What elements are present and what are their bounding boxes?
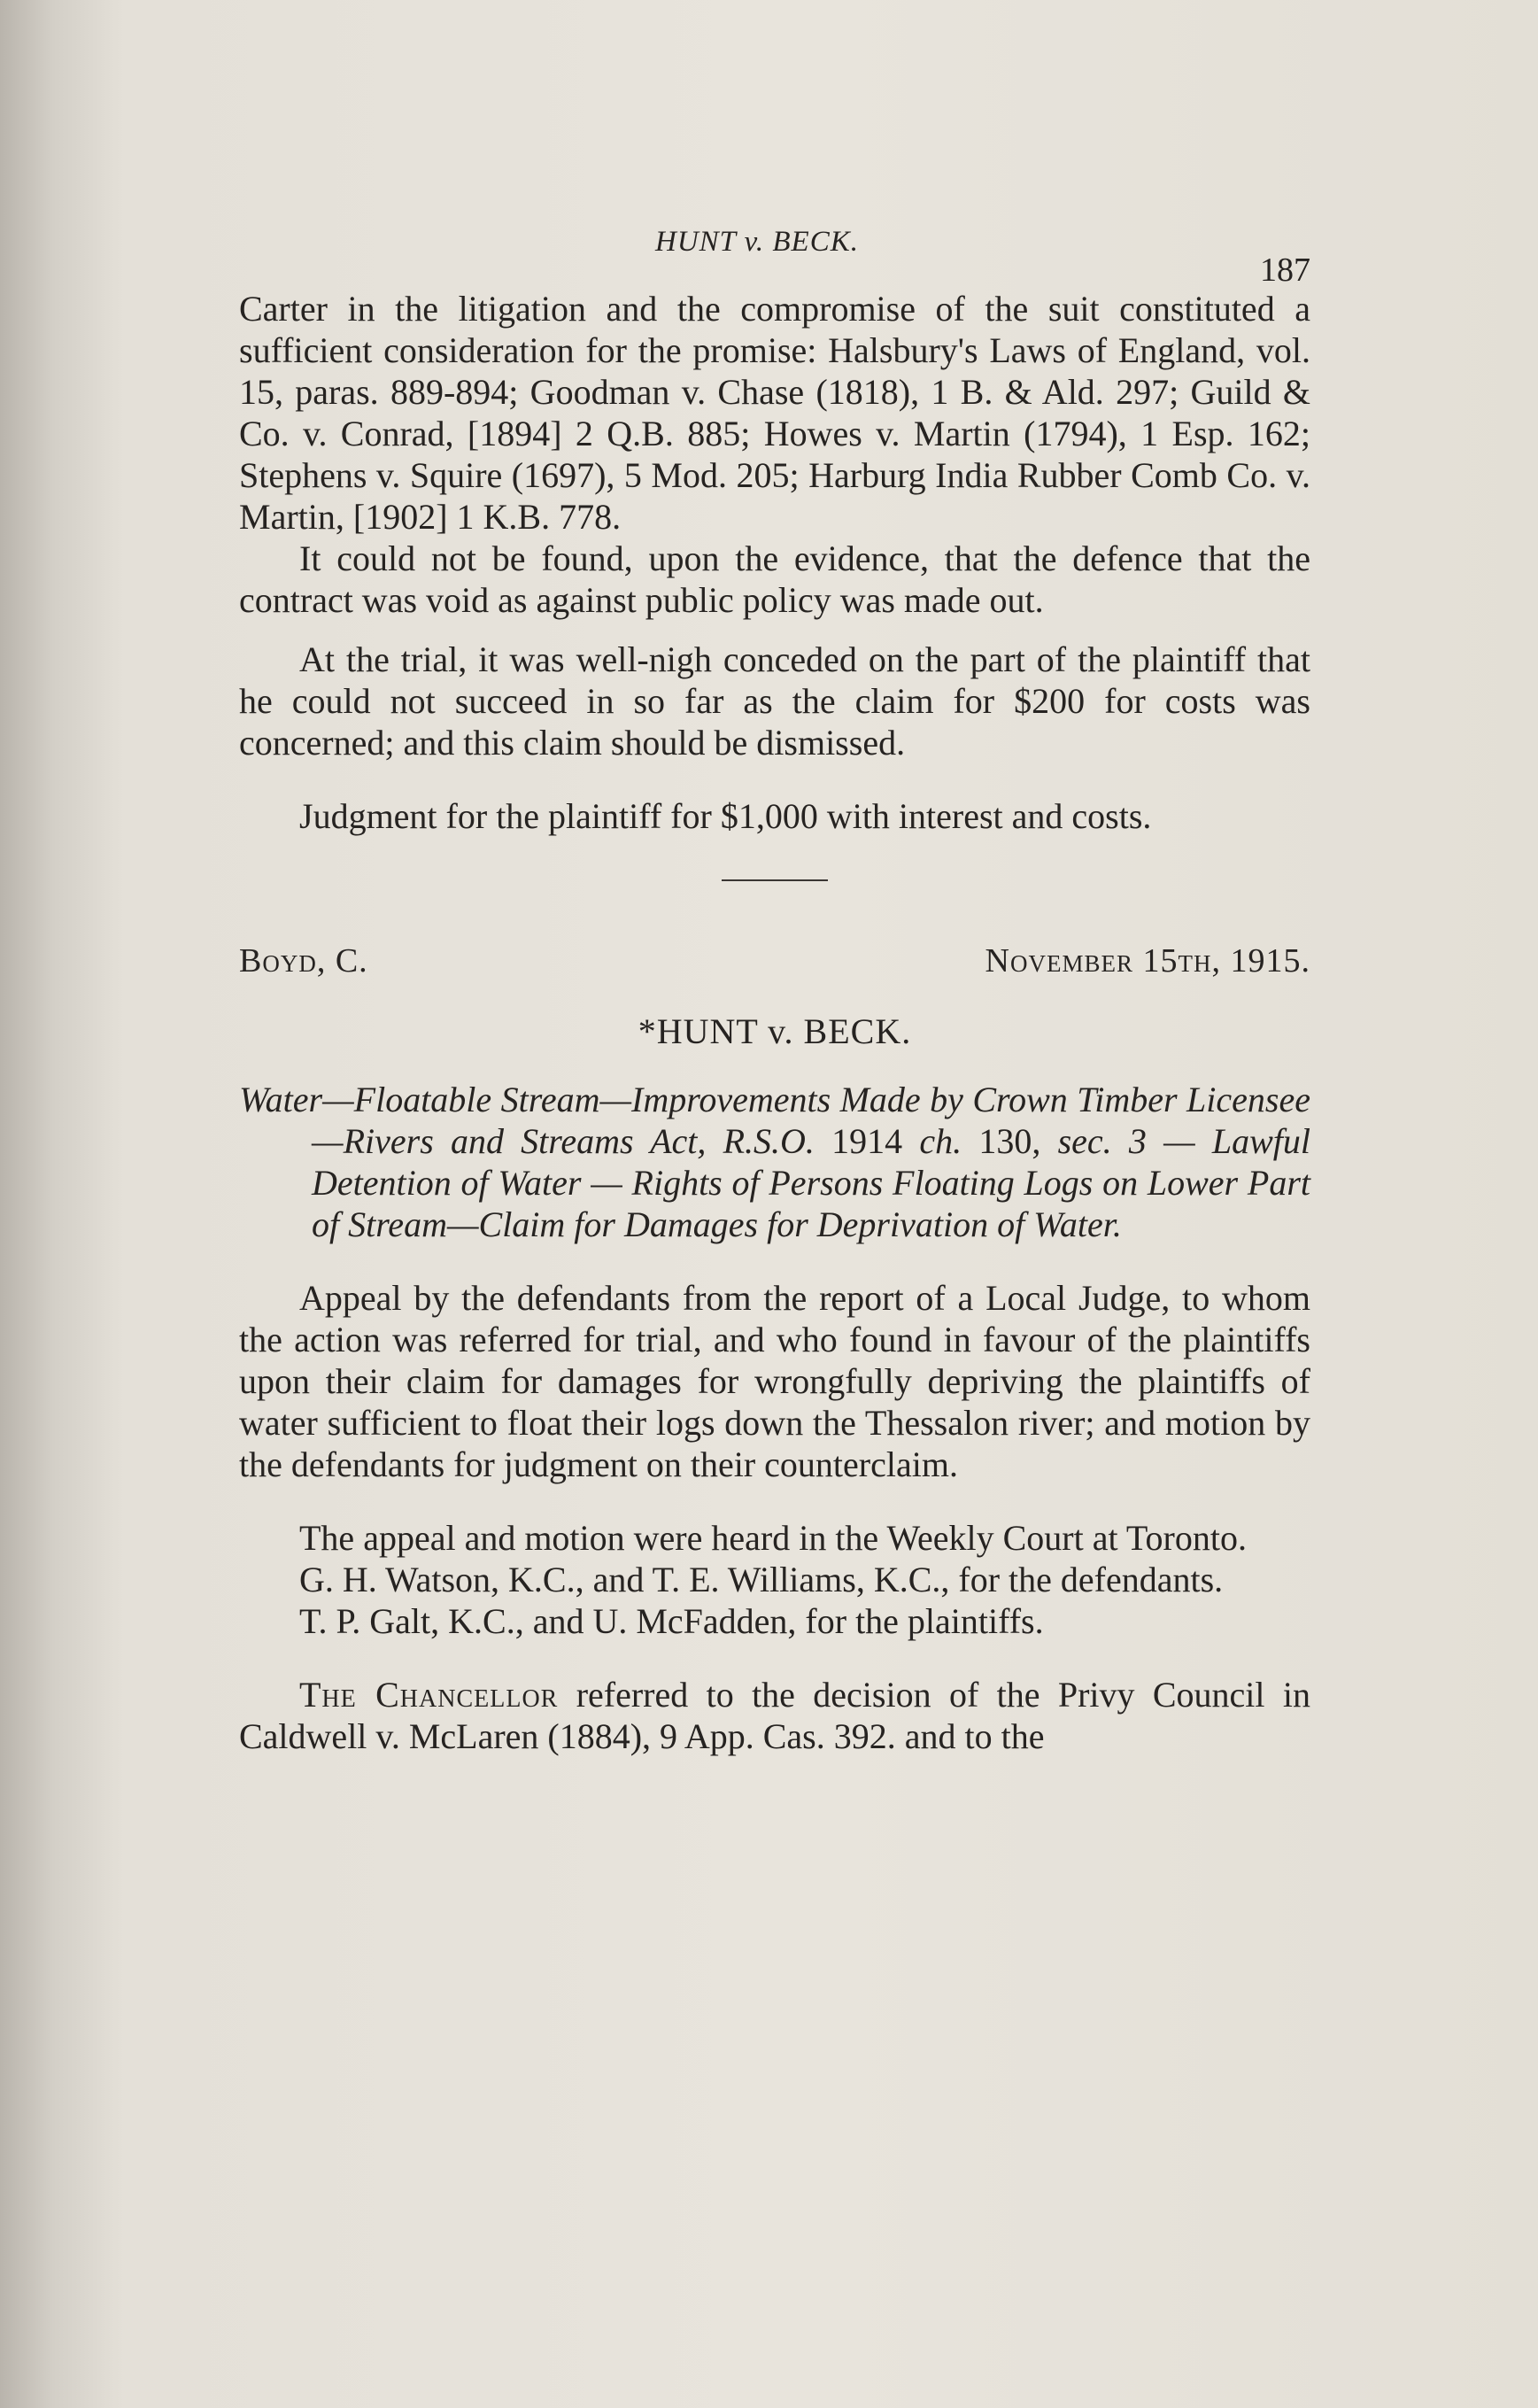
headnote-part-b: 1914 xyxy=(814,1121,920,1161)
headnote-part-c: ch. xyxy=(919,1121,962,1161)
paragraph-chancellor xyxy=(239,1674,1310,1757)
page-header xyxy=(239,226,1310,288)
chancellor-text: referred to the decision of the Privy Council in Caldwell v. McLaren (1884), 9 App. Cas. 392. and to the xyxy=(239,1675,1311,1756)
page-content xyxy=(239,226,1310,1757)
paragraph-public-policy: It could not be found, upon the evidence, that the defence that the contract was void as against public policy was made out. xyxy=(239,538,1310,620)
paragraph-counsel-plaintiffs: T. P. Galt, K.C., and U. McFadden, for the plaintiffs. xyxy=(299,1601,1044,1641)
headnote-part-e: sec. 3 — Lawful Detention of Water — Rights of Persons Floating Logs on Lower Part of Stream—Claim for Damages for Deprivation of Water. xyxy=(312,1121,1311,1244)
paragraph-counsel-defendants: G. H. Watson, K.C., and T. E. Williams, K.C., for the defendants. xyxy=(299,1560,1224,1599)
case-title: *HUNT v. BECK. xyxy=(638,1011,912,1051)
paragraph-hearing: The appeal and motion were heard in the Weekly Court at Toronto. xyxy=(299,1518,1247,1558)
headnote-part-a: Water—Floatable Stream—Improvements Made by Crown Timber Licensee—Rivers and Streams Act, R.S.O. xyxy=(239,1080,1310,1161)
paragraph-trial: At the trial, it was well-nigh conceded on the part of the plaintiff that he could not succeed in so far as the claim for $200 for costs was concerned; and this claim should be dismissed. xyxy=(239,639,1310,763)
headnote-part-d: 130, xyxy=(962,1121,1058,1161)
section-divider xyxy=(722,879,828,881)
page-number: 187 xyxy=(1260,252,1310,289)
decision-date: November 15th, 1915. xyxy=(985,942,1310,979)
headnote xyxy=(239,1079,1310,1245)
running-head: HUNT v. BECK. xyxy=(655,226,859,258)
paragraph-judgment: Judgment for the plaintiff for $1,000 with interest and costs. xyxy=(299,796,1152,836)
judge-name: Boyd, C. xyxy=(239,942,368,979)
paragraph-citations: Carter in the litigation and the compromise of the suit constituted a sufficient consideration for the promise: Halsbury's Laws of England, vol. 15, paras. 889-894; Goodman v. Chase (1818), 1 B. & Ald. 297; Guild & Co. v. Conrad, [1894] 2 Q.B. 885; Howes v. Martin (1794), 1 Esp. 162; Stephens v. Squire (1697), 5 Mod. 205; Harburg India Rubber Comb Co. v. Martin, [1902] 1 K.B. 778. xyxy=(239,289,1310,537)
court-line xyxy=(239,941,1310,980)
chancellor-lead: The Chancellor xyxy=(299,1675,559,1715)
paragraph-appeal: Appeal by the defendants from the report of a Local Judge, to whom the action was referred for trial, and who found in favour of the plaintiffs upon their claim for damages for wrongfully depriving the plaintiffs of water sufficient to float their logs down the Thessalon river; and motion by the defendants for judgment on their counterclaim. xyxy=(239,1278,1310,1484)
